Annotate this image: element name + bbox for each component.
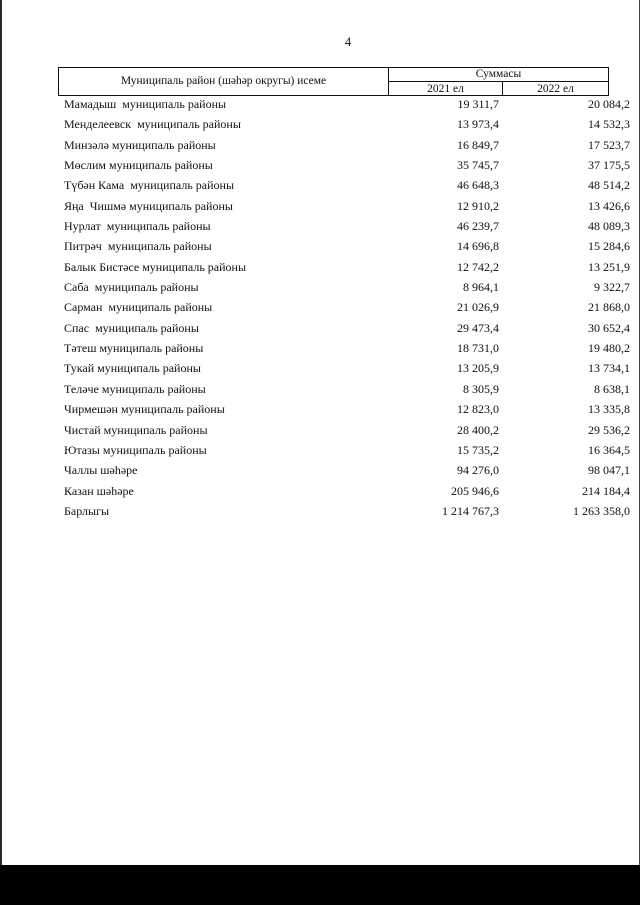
table-row <box>0 298 640 318</box>
district-name: Тәтеш муниципаль районы <box>64 341 204 356</box>
value-2022: 16 364,5 <box>588 442 630 457</box>
district-name: Балык Бистәсе муниципаль районы <box>64 259 247 274</box>
value-2022: 214 184,4 <box>582 483 630 498</box>
value-2022: 8 638,1 <box>594 381 630 396</box>
header-year-2021: 2021 ел <box>389 82 503 95</box>
value-2022: 19 480,2 <box>588 341 630 356</box>
value-2022: 9 322,7 <box>594 280 630 295</box>
table-row <box>0 380 640 400</box>
value-2022: 13 734,1 <box>588 361 630 376</box>
district-name: Теләче муниципаль районы <box>64 381 206 396</box>
value-2021: 8 305,9 <box>463 381 499 396</box>
table-row <box>0 400 640 420</box>
value-2022: 29 536,2 <box>588 422 630 437</box>
table-row <box>0 441 640 461</box>
value-2022: 21 868,0 <box>588 300 630 315</box>
table-row <box>0 421 640 441</box>
value-2022: 13 426,6 <box>588 198 630 213</box>
district-name: Менделеевск муниципаль районы <box>64 117 241 132</box>
scan-bottom-bar <box>0 865 640 905</box>
table-row <box>0 237 640 257</box>
table-row <box>0 156 640 176</box>
district-name: Нурлат муниципаль районы <box>64 219 211 234</box>
value-2021: 16 849,7 <box>457 137 499 152</box>
table-row <box>0 278 640 298</box>
table-row <box>0 95 640 115</box>
value-2022: 15 284,6 <box>588 239 630 254</box>
table-row <box>0 502 640 522</box>
value-2021: 1 214 767,3 <box>442 503 499 518</box>
value-2022: 37 175,5 <box>588 158 630 173</box>
district-name: Чирмешән муниципаль районы <box>64 402 225 417</box>
value-2022: 48 514,2 <box>588 178 630 193</box>
value-2021: 18 731,0 <box>457 341 499 356</box>
value-2021: 12 823,0 <box>457 402 499 417</box>
value-2022: 1 263 358,0 <box>573 503 630 518</box>
table-row <box>0 197 640 217</box>
value-2021: 12 910,2 <box>457 198 499 213</box>
table-row <box>0 359 640 379</box>
district-name: Яңа Чишмә муниципаль районы <box>64 198 233 213</box>
district-name: Ютазы муниципаль районы <box>64 442 207 457</box>
value-2021: 15 735,2 <box>457 442 499 457</box>
table-body <box>0 95 640 522</box>
district-name: Спас муниципаль районы <box>64 320 199 335</box>
page-number: 4 <box>344 34 352 49</box>
district-name: Тукай муниципаль районы <box>64 361 201 376</box>
value-2022: 14 532,3 <box>588 117 630 132</box>
value-2022: 30 652,4 <box>588 320 630 335</box>
table-row <box>0 339 640 359</box>
value-2021: 46 648,3 <box>457 178 499 193</box>
value-2021: 14 696,8 <box>457 239 499 254</box>
value-2022: 48 089,3 <box>588 219 630 234</box>
value-2021: 46 239,7 <box>457 219 499 234</box>
value-2021: 21 026,9 <box>457 300 499 315</box>
value-2022: 13 335,8 <box>588 402 630 417</box>
district-name: Чаллы шәһәре <box>64 463 138 478</box>
table-row <box>0 258 640 278</box>
value-2022: 13 251,9 <box>588 259 630 274</box>
value-2021: 28 400,2 <box>457 422 499 437</box>
district-name: Казан шәһәре <box>64 483 134 498</box>
header-sum: Суммасы <box>389 68 608 82</box>
district-name: Чистай муниципаль районы <box>64 422 208 437</box>
header-district-name: Муниципаль район (шәһәр округы) исеме <box>59 68 389 95</box>
table-row <box>0 461 640 481</box>
table-row <box>0 482 640 502</box>
value-2021: 8 964,1 <box>463 280 499 295</box>
value-2022: 20 084,2 <box>588 97 630 111</box>
district-name: Түбән Кама муниципаль районы <box>64 178 235 193</box>
value-2021: 205 946,6 <box>451 483 499 498</box>
district-name: Минзәлә муниципаль районы <box>64 137 216 152</box>
district-name: Саба муниципаль районы <box>64 280 199 295</box>
table-header <box>58 67 609 96</box>
district-name: Сарман муниципаль районы <box>64 300 213 315</box>
value-2021: 94 276,0 <box>457 463 499 478</box>
district-name: Питрәч муниципаль районы <box>64 239 212 254</box>
value-2021: 19 311,7 <box>457 97 499 111</box>
value-2021: 29 473,4 <box>457 320 499 335</box>
table-row <box>0 319 640 339</box>
value-2022: 98 047,1 <box>588 463 630 478</box>
table-row <box>0 115 640 135</box>
table-row <box>0 176 640 196</box>
district-name: Барлыгы <box>64 503 110 518</box>
table-row <box>0 136 640 156</box>
value-2021: 13 973,4 <box>457 117 499 132</box>
district-name: Мөслим муниципаль районы <box>64 158 213 173</box>
value-2021: 12 742,2 <box>457 259 499 274</box>
value-2022: 17 523,7 <box>588 137 630 152</box>
value-2021: 35 745,7 <box>457 158 499 173</box>
header-year-2022: 2022 ел <box>537 83 574 95</box>
district-name: Мамадыш муниципаль районы <box>64 97 227 111</box>
table-row <box>0 217 640 237</box>
value-2021: 13 205,9 <box>457 361 499 376</box>
